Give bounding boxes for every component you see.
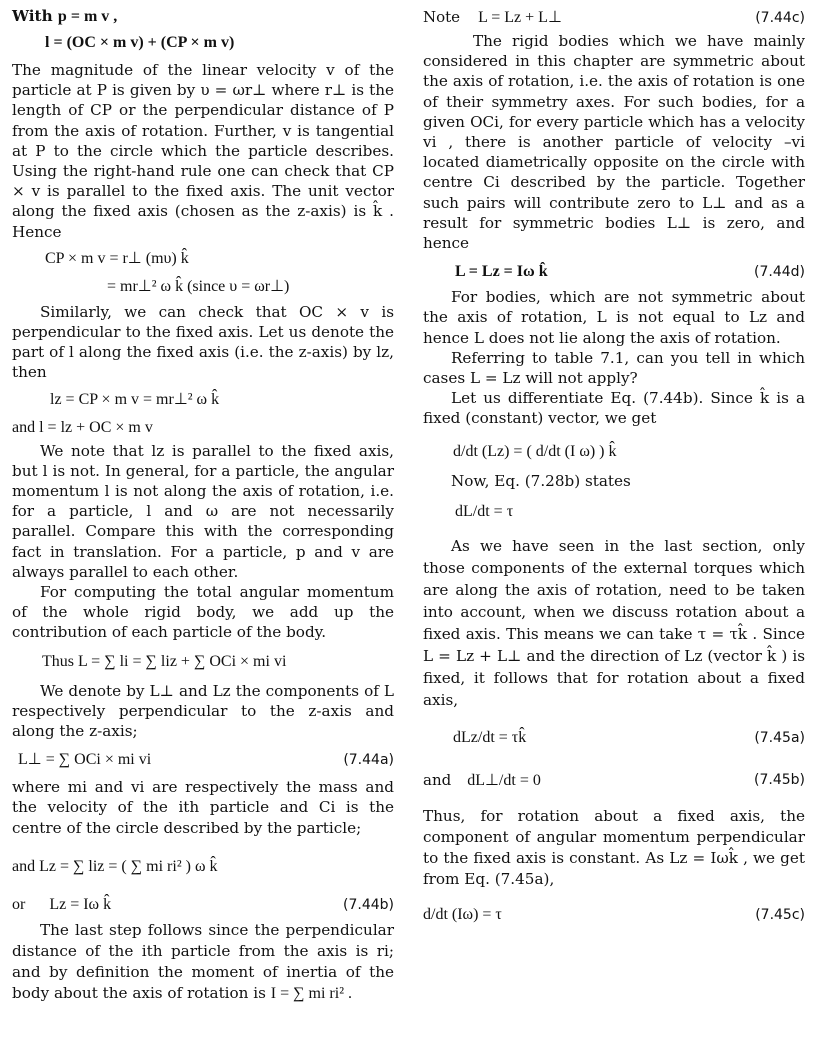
equation-l: l = (OC × m v) + (CP × m v) <box>45 34 235 51</box>
equation-number: (7.44d) <box>754 264 805 281</box>
intro-line: With p = m v , <box>12 7 118 25</box>
equation-lz: lz = CP × m v = mr⊥² ω k̂ <box>50 390 220 408</box>
left-column <box>12 6 394 1005</box>
equation-number: (7.45a) <box>754 729 805 746</box>
paragraph-perpendicular-constant: Thus, for rotation about a fixed axis, the component of angular momentum perpendicular to the fixed axis is constant. As Lz = Iωk̂ , we get from Eq. (7.45a), <box>423 806 805 888</box>
equation-number: (7.45c) <box>755 906 805 923</box>
paragraph-lz-parallel: We note that lz is parallel to the fixed axis, but l is not. In general, for a particle, the angular momentum l is not along the axis of rotation, i.e. for a particle, l and ω are not necessarily parallel. Compare this with the corresponding fact in translation. For a particle, p and v are always parallel to each other. <box>12 441 394 581</box>
inertia-equation: I = ∑ mi ri² . <box>270 984 352 1002</box>
paragraph-moment-of-inertia: The last step follows since the perpendicular distance of the ith particle from the axis is ri; and by definition the moment of inertia of the body about the axis of rotation is I = ∑ mi ri² . <box>12 920 394 1002</box>
paragraph-differentiate: Let us differentiate Eq. (7.44b). Since k̂ is a fixed (constant) vector, we get <box>423 389 805 428</box>
equation-number: (7.44c) <box>755 9 805 26</box>
intro-equation: p = m v , <box>57 8 118 25</box>
equation-total-L: Thus L = ∑ li = ∑ liz + ∑ OCi × mi vi <box>42 652 287 670</box>
equation-7-44b: or Lz = Iω k̂ (7.44b) <box>12 894 394 916</box>
equation-7-44d: L = Lz = Iω k̂ (7.44d) <box>423 261 805 283</box>
equation-number: (7.44a) <box>343 752 394 769</box>
paragraph-symmetric-bodies: The rigid bodies which we have mainly considered in this chapter are symmetric about the axis of rotation, i.e. the axis of rotation is one of their symmetry axes. For such bodies, for a given OCi, for every particle which has a velocity vi , there is another particle of velocity –vi located diametrically opposite on the circle with centre Ci described by the particle. Together such pairs will contribute zero to L⊥ and as a result for symmetric bodies L⊥ is zero, and hence <box>423 32 805 253</box>
paragraph-velocity-magnitude: The magnitude of the linear velocity v of the particle at P is given by υ = ωr⊥ where r⊥ is the length of CP or the perpendicular distance of P from the axis of rotation. Further, v is tangential at P to the circle which the particle describes. Using the right-hand rule one can check that CP × v is parallel to the fixed axis. The unit vector along the fixed axis (chosen as the z-axis) is k̂ . Hence <box>12 61 394 241</box>
paragraph-eq-7-28b: Now, Eq. (7.28b) states <box>451 471 631 490</box>
equation-dL-dt: dL/dt = τ <box>455 502 514 520</box>
equation-cp-1: CP × m v = r⊥ (mυ) k̂ <box>45 249 189 267</box>
paragraph-components: We denote by L⊥ and Lz the components of L respectively perpendicular to the z-axis and along the z-axis; <box>12 681 394 741</box>
equation-Lz-sum: and Lz = ∑ liz = ( ∑ mi ri² ) ω k̂ <box>12 857 218 875</box>
paragraph-non-symmetric: For bodies, which are not symmetric about the axis of rotation, L is not equal to Lz and hence L does not lie along the axis of rotation. <box>423 288 805 347</box>
equation-7-45c: d/dt (Iω) = τ (7.45c) <box>423 904 805 926</box>
equation-derivative: d/dt (Lz) = ( d/dt (I ω) ) k̂ <box>453 442 617 460</box>
equation-cp-2: = mr⊥² ω k̂ (since υ = ωr⊥) <box>107 277 290 295</box>
equation-7-44c: Note L = Lz + L⊥ (7.44c) <box>423 6 805 29</box>
equation-7-45b: and dL⊥/dt = 0 (7.45b) <box>423 769 805 792</box>
equation-number: (7.45b) <box>754 772 805 789</box>
equation-number: (7.44b) <box>343 896 394 913</box>
paragraph-external-torques: As we have seen in the last section, only those components of the external torques which are along the axis of rotation, need to be taken into account, when we discuss rotation about a fixed axis. This means we can take τ = τk̂ . Since L = Lz + L⊥ and the direction of Lz (vector k̂ ) is fixed, it follows that for rotation about a fixed axis, <box>423 536 805 709</box>
equation-7-44a: L⊥ = ∑ OCi × mi vi (7.44a) <box>12 749 394 771</box>
right-column <box>423 6 805 926</box>
paragraph-mass-velocity: where mi and vi are respectively the mass and the velocity of the ith particle and Ci is the centre of the circle described by the particle; <box>12 778 394 837</box>
paragraph-total-angular-momentum: For computing the total angular momentum of the whole rigid body, we add up the contribution of each particle of the body. <box>12 583 394 642</box>
equation-l-sum: and l = lz + OC × m v <box>12 418 153 436</box>
paragraph-oc-perpendicular: Similarly, we can check that OC × v is perpendicular to the fixed axis. Let us denote the part of l along the fixed axis (i.e. the z-axis) by lz, then <box>12 302 394 382</box>
equation-7-45a: dLz/dt = τk̂ (7.45a) <box>423 727 805 749</box>
paragraph-table-question: Referring to table 7.1, can you tell in which cases L = Lz will not apply? <box>423 348 805 388</box>
